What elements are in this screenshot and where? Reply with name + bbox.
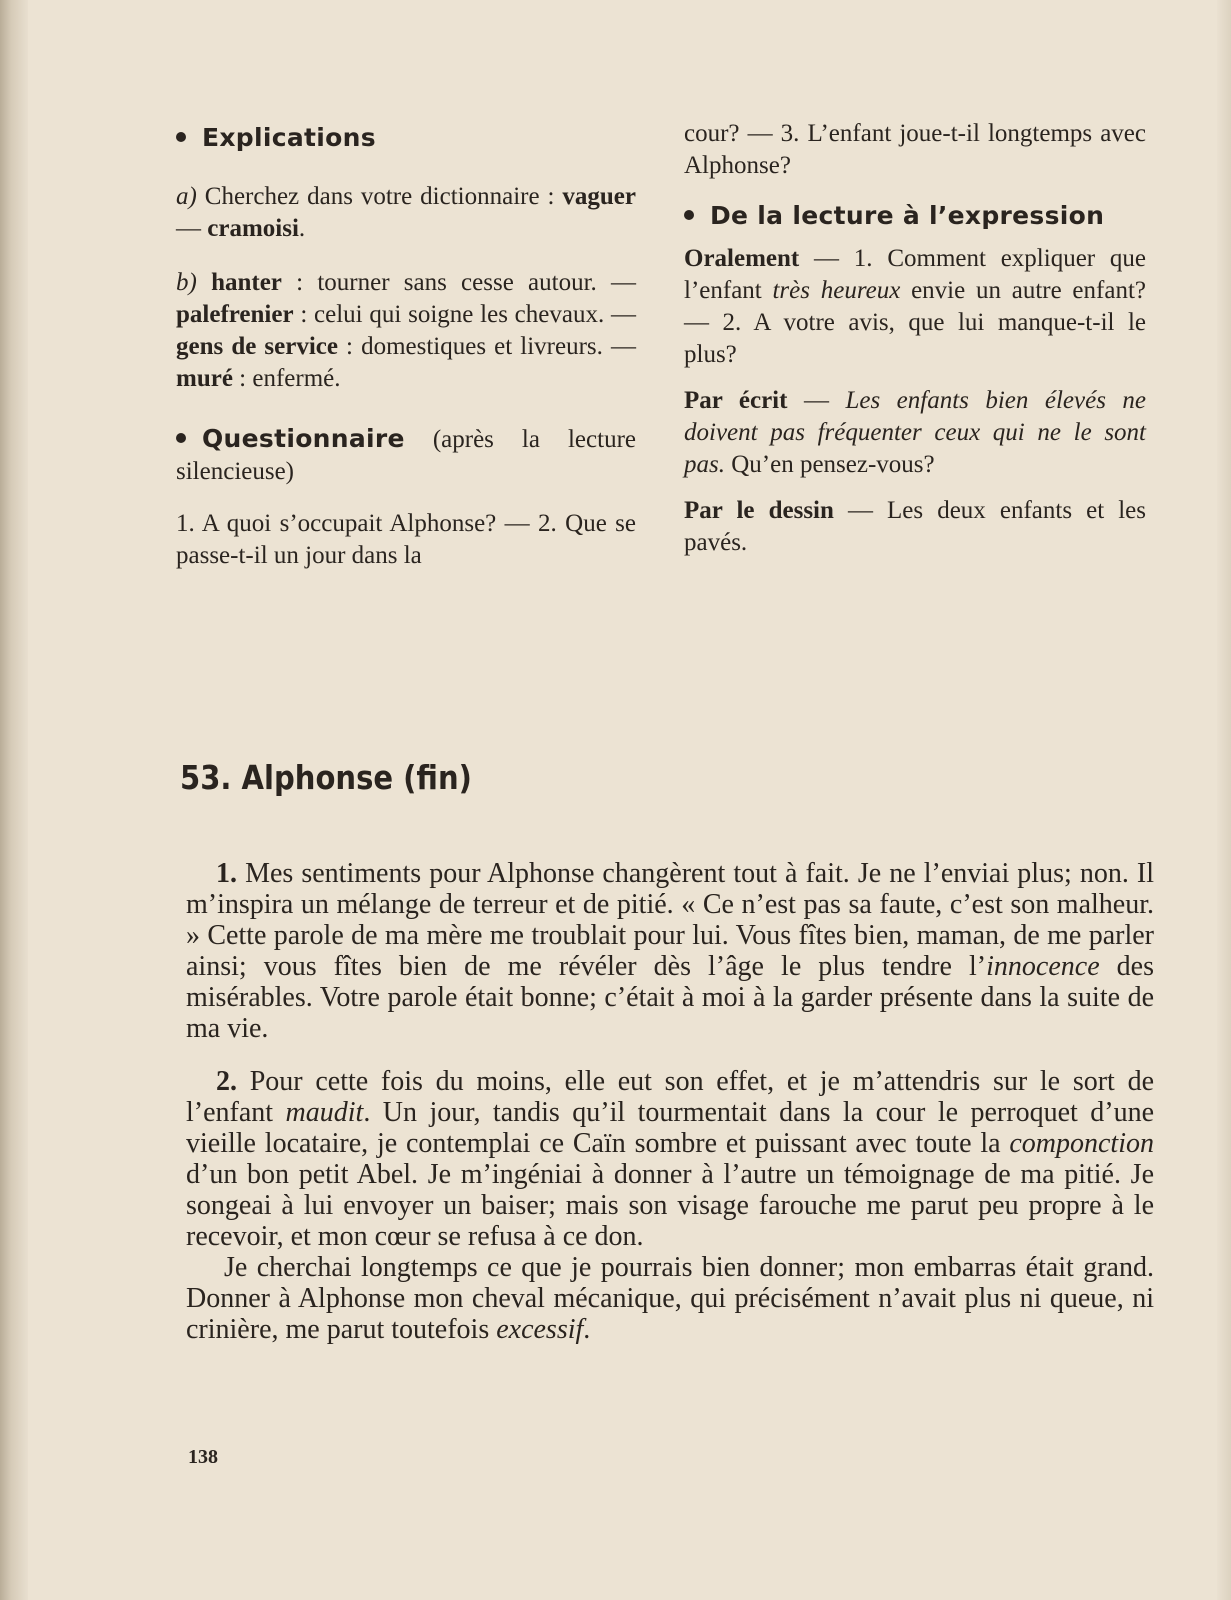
- explications-heading: Explications: [176, 122, 636, 155]
- paragraph-2: 2. Pour cette fois du moins, elle eut son effet, et je m’attendris sur le sort de l’enfant maudit. Un jour, tandis qu’il tourmentait dans la cour le perroquet d’une vieille locataire, je contemplai ce Caïn sombre et puissant avec toute la componction d’un bon petit Abel. Je m’ingéniai à donner à l’autre un témoignage de ma pitié. Je songeai à lui envoyer un baiser; mais son visage farouche me parut peu propre à le recevoir, et mon cœur se refusa à ce don.: [186, 1066, 1154, 1252]
- expression-heading: De la lecture à l’expression: [684, 200, 1146, 233]
- bullet-icon: [176, 433, 186, 443]
- chapter-body: [186, 858, 1154, 1345]
- right-column: [684, 118, 1146, 559]
- paragraph-3: Je cherchai longtemps ce que je pourrais bien donner; mon embarras était grand. Donner à Alphonse mon cheval mécanique, qui précisément n’avait plus ni queue, ni crinière, me parut toutefois excessif.: [186, 1252, 1154, 1345]
- chapter-title: 53. Alphonse (fin): [180, 758, 472, 797]
- questionnaire-heading: Questionnaire (après la lecture silencieuse): [176, 423, 636, 485]
- explications-b: b) hanter : tourner sans cesse autour. — palefrenier : celui qui soigne les chevaux. — gens de service : domestiques et livreurs. — muré : enfermé.: [176, 268, 637, 392]
- questionnaire-continuation: cour? — 3. L’enfant joue-t-il longtemps avec Alphonse?: [684, 120, 1146, 179]
- bullet-icon: [684, 210, 694, 220]
- left-column: [176, 122, 636, 572]
- paragraph-1: 1. Mes sentiments pour Alphonse changèrent tout à fait. Je ne l’enviai plus; non. Il m’inspira un mélange de terreur et de pitié. « Ce n’est pas sa faute, c’est son malheur. » Cette parole de ma mère me troublait pour lui. Vous fîtes bien, maman, de me parler ainsi; vous fîtes bien de me révéler dès l’âge le plus tendre l’innocence des misérables. Votre parole était bonne; c’était à moi à la garder présente dans la suite de ma vie.: [186, 858, 1154, 1044]
- par-le-dessin-paragraph: Par le dessin — Les deux enfants et les pavés.: [684, 496, 1147, 556]
- page-edge-right: [1217, 0, 1231, 1600]
- explications-a: a) Cherchez dans votre dictionnaire : vaguer — cramoisi.: [176, 182, 637, 242]
- par-ecrit-paragraph: Par écrit — Les enfants bien élevés ne doivent pas fréquenter ceux qui ne le sont pas. Qu’en pensez-vous?: [684, 386, 1147, 478]
- questionnaire-text: 1. A quoi s’occupait Alphonse? — 2. Que se passe-t-il un jour dans la: [176, 509, 636, 569]
- page-number: 138: [188, 1446, 218, 1468]
- bullet-icon: [176, 132, 186, 142]
- page-edge: [0, 0, 28, 1600]
- oralement-paragraph: Oralement — 1. Comment expliquer que l’enfant très heureux envie un autre enfant? — 2. A votre avis, que lui manque-t-il le plus?: [684, 244, 1146, 368]
